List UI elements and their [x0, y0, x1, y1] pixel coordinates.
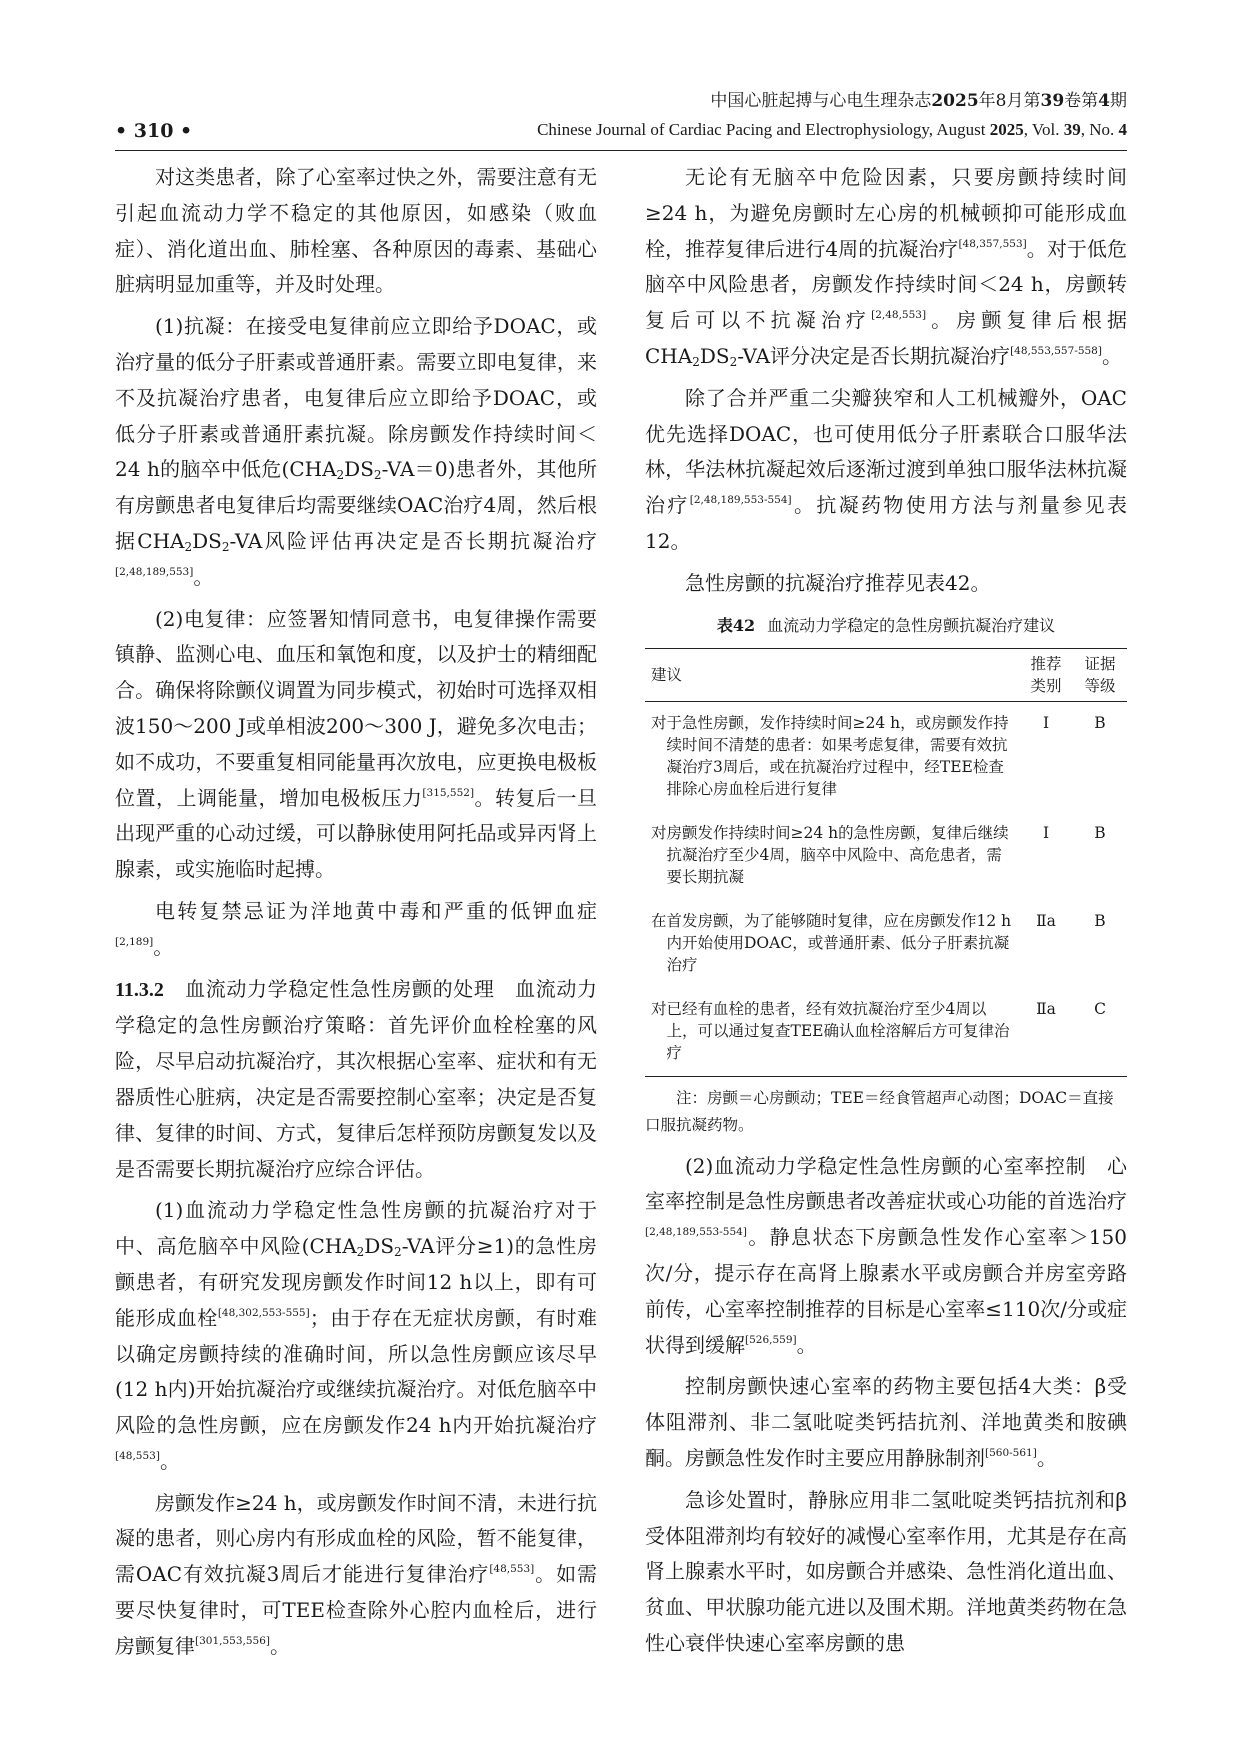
citation: [560-561] [985, 1446, 1037, 1459]
section-title: 血流动力学稳定性急性房颤的处理 [185, 976, 495, 1001]
citation: [48,553,557-558] [1010, 344, 1102, 357]
table-title: 血流动力学稳定的急性房颤抗凝治疗建议 [767, 615, 1056, 635]
table-row [645, 701, 1127, 812]
table-note: 注：房颤＝心房颤动；TEE＝经食管超声心动图；DOAC＝直接口服抗凝药物。 [645, 1088, 1114, 1134]
paragraph: (2)电复律：应签署知情同意书，电复律操作需要镇静、监测心电、血压和氧饱和度，以及护士的精细配合。确保将除颤仪调置为同步模式，初始时可选择双相波150～200 J或单相波200～300 J，避免多次电击；如不成功，不要重复相同能量再次放电，应更换电极板位置，上调能量，增加电极板压力[315,552]。转复后一旦出现严重的心动过缓，可以静脉使用阿托品或异丙肾上腺素，或实施临时起搏。 [115, 606, 598, 882]
paragraph: 对这类患者，除了心室率过快之外，需要注意有无引起血流动力学不稳定的其他原因，如感染（败血症）、消化道出血、肺栓塞、各种原因的毒素、基础心脏病明显加重等，并及时处理。 [115, 165, 597, 297]
citation: [315,552] [422, 786, 475, 799]
paragraph: 急诊处置时，静脉应用非二氢吡啶类钙拮抗剂和β受体阻滞剂均有较好的减慢心室率作用，尤其是存在高肾上腺素水平时，如房颤合并感染、急性消化道出血、贫血、甲状腺功能亢进以及围术期。洋地黄类药物在急性心衰伴快速心室率房颤的患 [645, 1487, 1127, 1655]
citation: [2,48,189,553-554] [689, 494, 792, 507]
recommendation-class: Ⅰ [1042, 713, 1050, 732]
recommendation-text: 对房颤发作持续时间≥24 h的急性房颤，复律后继续抗凝治疗至少4周，脑卒中风险中、高危患者，需要长期抗凝 [651, 823, 1009, 886]
section-heading: 11.3.2 血流动力学稳定性急性房颤的处理 血流动力学稳定的急性房颤治疗策略：首先评价血栓栓塞的风险，尽早启动抗凝治疗，其次根据心室率、症状和有无器质性心脏病，决定是否需要控制心室率；决定是否复律、复律的时间、方式，复律后怎样预防房颤复发以及是否需要长期抗凝治疗应综合评估。 [115, 976, 598, 1181]
paragraph: 无论有无脑卒中危险因素，只要房颤持续时间≥24 h，为避免房颤时左心房的机械顿抑可能形成血栓，推荐复律后进行4周的抗凝治疗[48,357,553]。对于低危脑卒中风险患者，房颤发作持续时间＜24 h，房颤转复后可以不抗凝治疗[2,48,553]。房颤复律后根据$CHA_2DS_2-VA$评分决定是否长期抗凝治疗[48,553,557-558]。 [645, 165, 1128, 369]
citation: [2,48,553] [871, 309, 927, 322]
recommendation-text: 在首发房颤，为了能够随时复律，应在房颤发作12 h内开始使用DOAC，或普通肝素、低分子肝素抗凝治疗 [651, 911, 1012, 974]
evidence-level: C [1094, 999, 1106, 1018]
evidence-level: B [1094, 713, 1106, 732]
paragraph: 控制房颤快速心室率的药物主要包括4大类：β受体阻滞剂、非二氢吡啶类钙拮抗剂、洋地黄类和胺碘酮。房颤急性发作时主要应用静脉制剂[560-561]。 [645, 1374, 1127, 1470]
paragraph: (1)抗凝：在接受电复律前应立即给予DOAC，或治疗量的低分子肝素或普通肝素。需要立即电复律，来不及抗凝治疗患者，电复律后应立即给予DOAC，或低分子肝素或普通肝素抗凝。除房颤发作持续时间＜24 h的脑卒中低危$(CHA_2DS_2-VA=0)$患者外，其他所有房颤患者电复律后均需要继续OAC治疗4周，然后根据$CHA_2DS_2-VA$风险评估再决定是否长期抗凝治疗[2,48,189,553]。 [115, 314, 597, 589]
recommendation-text: 对已经有血栓的患者，经有效抗凝治疗至少4周以上，可以通过复查TEE确认血栓溶解后方可复律治疗 [651, 999, 1010, 1062]
recommendation-class: Ⅰ [1042, 823, 1050, 842]
table-row [645, 812, 1127, 900]
journal-title-cn: 中国心脏起搏与心电生理杂志2025年8月第39卷第4期 [710, 91, 1127, 111]
table-caption [645, 614, 1127, 638]
recommendation-text: 对于急性房颤，发作持续时间≥24 h，或房颤发作持续时间不清楚的患者：如果考虑复律，需要有效抗凝治疗3周后，或在抗凝治疗过程中，经TEE检查排除心房血栓后进行复律 [651, 713, 1009, 798]
paragraph: (1)血流动力学稳定性急性房颤的抗凝治疗对于中、高危脑卒中风险($CHA_2DS_2-VA$评分≥1)的急性房颤患者，有研究发现房颤发作时间12 h以上，即有可能形成血栓[48,302,553-555]；由于存在无症状房颤，有时难以确定房颤持续的准确时间，所以急性房颤应该尽早(12 h内)开始抗凝治疗或继续抗凝治疗。对低危脑卒中风险的急性房颤，应在房颤发作24 h内开始抗凝治疗[48,553]。 [115, 1198, 598, 1473]
evidence-level: B [1094, 823, 1106, 842]
section-number: 11.3.2 [115, 978, 164, 1001]
table-row [645, 988, 1127, 1077]
page-number: • 310 • [115, 120, 193, 142]
paragraph: (2)血流动力学稳定性急性房颤的心室率控制 心室率控制是急性房颤患者改善症状或心功能的首选治疗[2,48,189,553-554]。静息状态下房颤急性发作心室率＞150次/分，提示存在高肾上腺素水平或房颤合并房室旁路前传，心室率控制推荐的目标是心室率≤110次/分或症状得到缓解[526,559]。 [645, 1153, 1127, 1357]
table-42 [645, 614, 1127, 1139]
recommendation-class: Ⅱa [1036, 911, 1056, 930]
citation: [48,357,553] [958, 237, 1027, 250]
right-column [645, 160, 1127, 1668]
evidence-level: B [1094, 911, 1106, 930]
paragraph: 房颤发作≥24 h，或房颤发作时间不清，未进行抗凝的患者，则心房内有形成血栓的风险，暂不能复律，需OAC有效抗凝3周后才能进行复律治疗[48,553]。如需要尽快复律时，可TEE检查除外心腔内血栓后，进行房颤复律[301,553,556]。 [115, 1490, 597, 1658]
paragraph: 急性房颤的抗凝治疗推荐见表42。 [685, 570, 991, 595]
recommendation-table [645, 648, 1127, 1077]
recommendation-class: Ⅱa [1036, 999, 1056, 1018]
header-rule [115, 150, 1127, 151]
citation: [48,553] [489, 1563, 535, 1576]
citation: [301,553,556] [195, 1634, 270, 1647]
citation: [48,553] [115, 1449, 160, 1462]
left-column [115, 160, 597, 1671]
journal-title-en: Chinese Journal of Cardiac Pacing and Electrophysiology, August 2025, Vol. 39, No. 4 [537, 120, 1127, 139]
paragraph: 电转复禁忌证为洋地黄中毒和严重的低钾血症[2,189]。 [115, 898, 597, 959]
header-recommendation: 建议 [651, 665, 683, 684]
table-label: 表42 [716, 615, 756, 635]
header-class: 推荐 类别 [1030, 654, 1062, 695]
table-header-row [645, 648, 1127, 701]
citation: [2,48,189,553] [115, 565, 194, 578]
table-row [645, 900, 1127, 988]
citation: [2,48,189,553-554] [645, 1226, 747, 1239]
citation: [526,559] [745, 1333, 797, 1346]
paragraph: 除了合并严重二尖瓣狭窄和人工机械瓣外，OAC优先选择DOAC，也可使用低分子肝素联合口服华法林，华法林抗凝起效后逐渐过渡到单独口服华法林抗凝治疗[2,48,189,553-554]。抗凝药物使用方法与剂量参见表12。 [645, 385, 1128, 553]
citation: [48,302,553-555] [217, 1306, 310, 1319]
citation: [2,189] [115, 935, 154, 948]
header-level: 证据 等级 [1084, 654, 1116, 695]
